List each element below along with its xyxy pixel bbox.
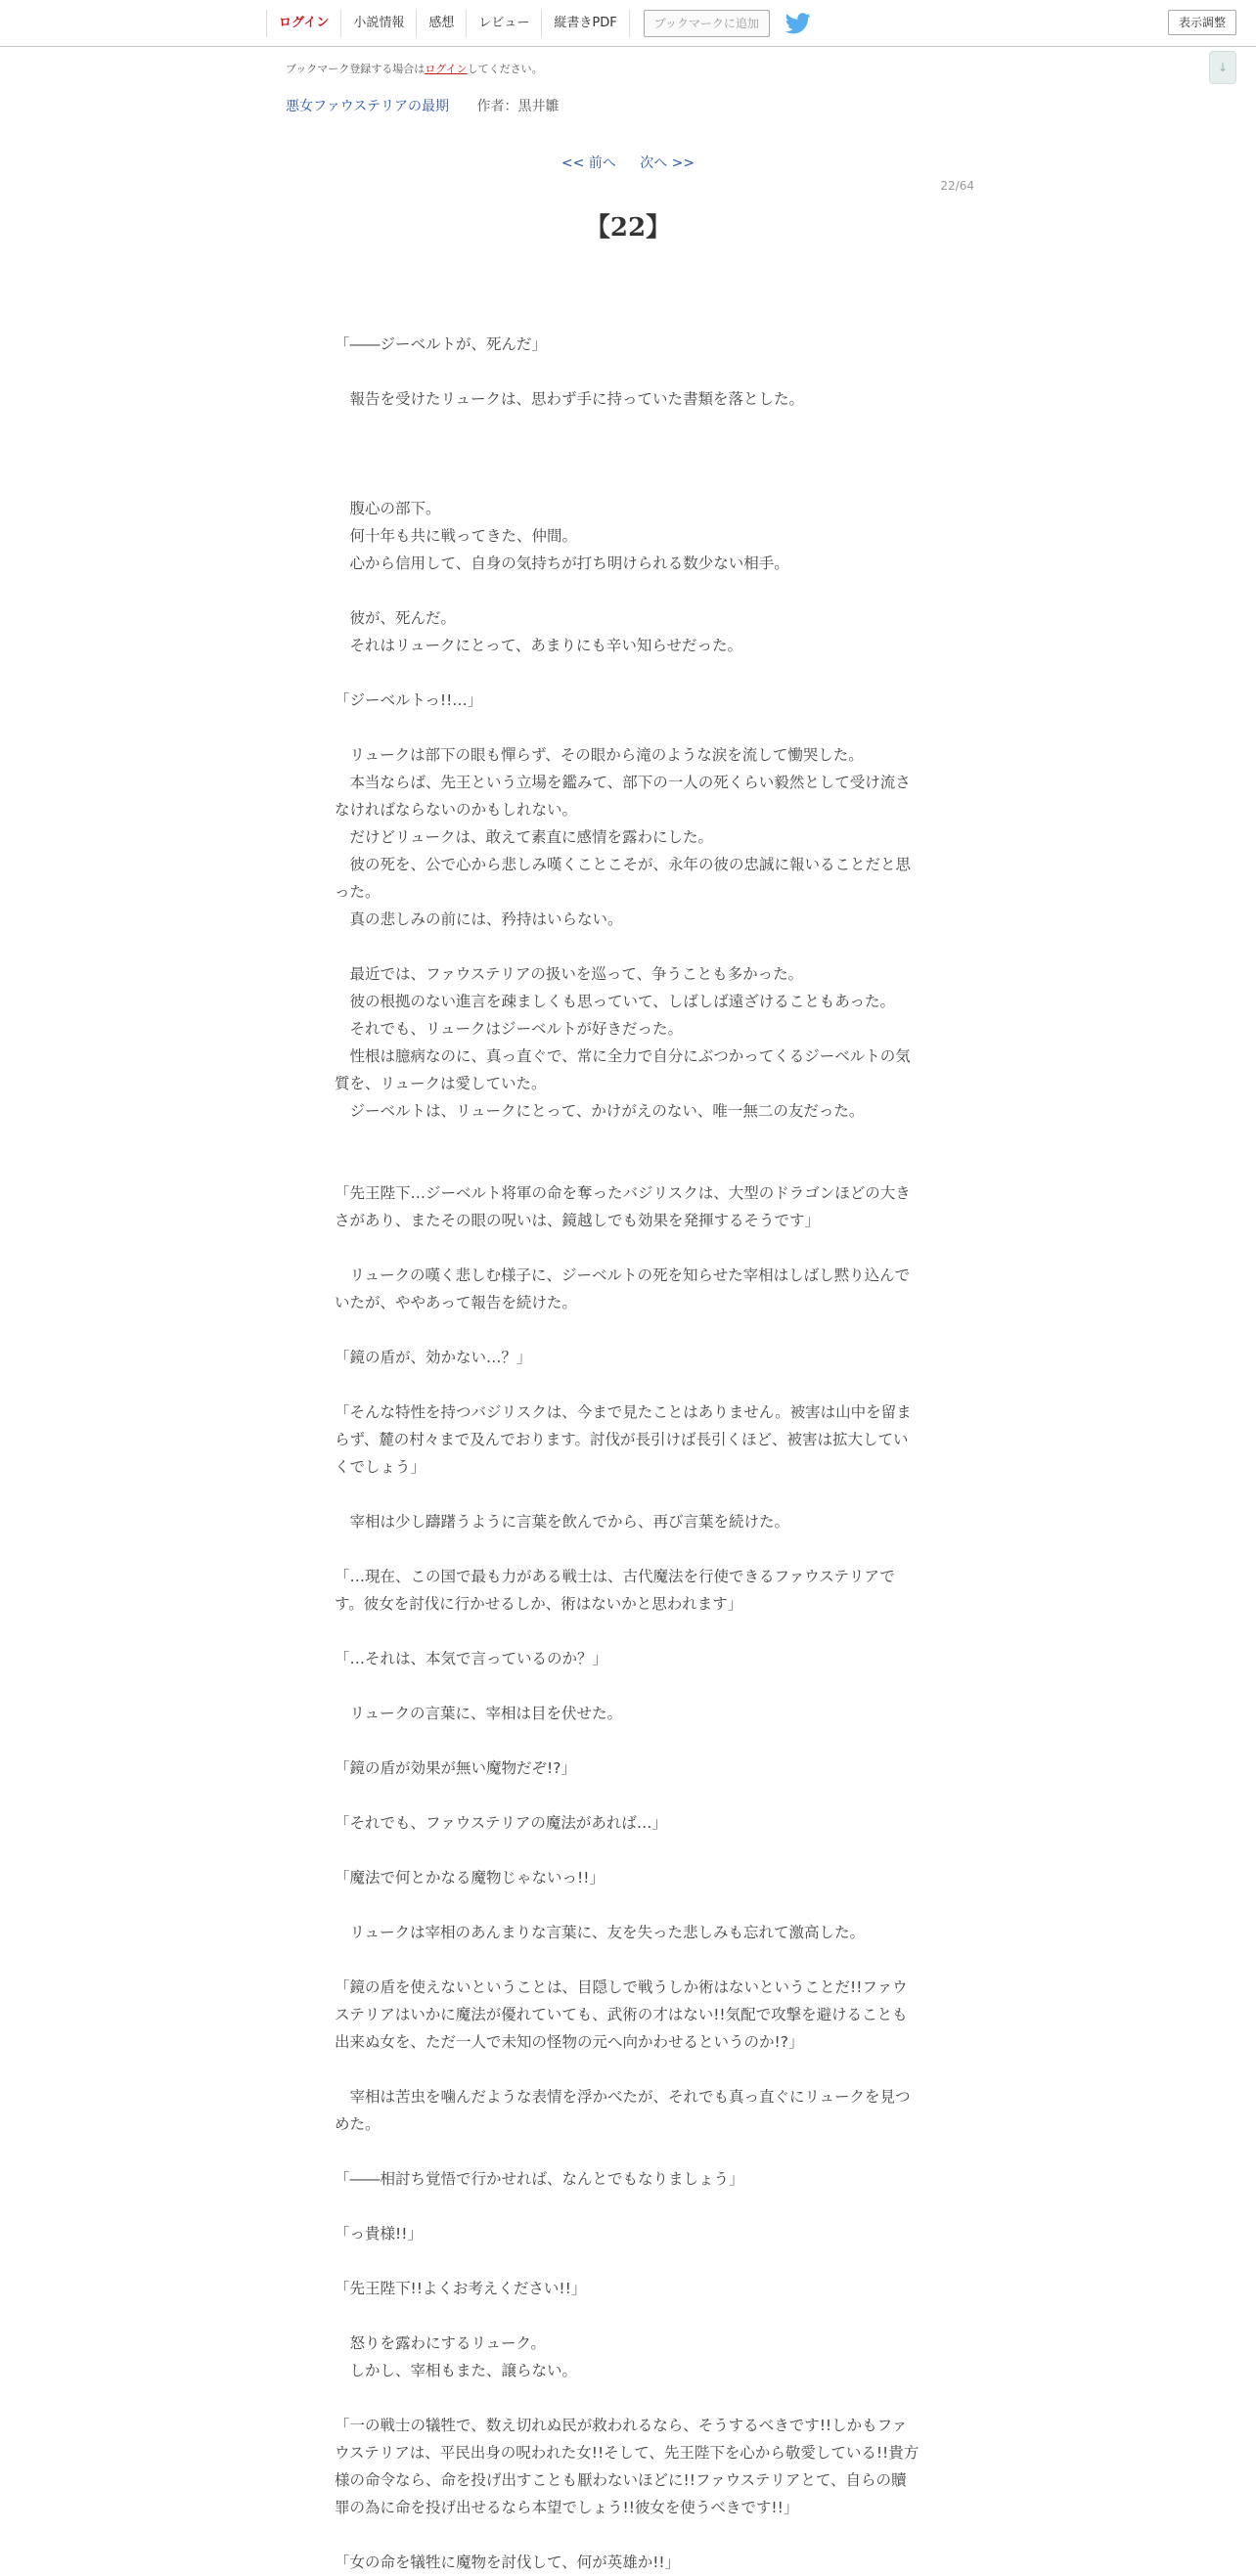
body-paragraph: 怒りを露わにするリューク。 xyxy=(335,2334,546,2352)
login-note-link[interactable]: ログイン xyxy=(425,63,468,75)
chapter-title: 【22】 xyxy=(584,213,672,243)
body-paragraph: 宰相は少し躊躇うように言葉を飲んでから、再び言葉を続けた。 xyxy=(335,1513,790,1531)
body-paragraph xyxy=(335,2138,921,2165)
nav-reviews[interactable]: レビュー xyxy=(467,10,542,37)
body-paragraph xyxy=(335,659,921,687)
nav-login[interactable]: ログイン xyxy=(266,10,341,37)
body-paragraph: 「鏡の盾を使えないということは、目隠しで戦うしか術はないということだ!!ファウステリアはいかに魔法が優れていても、武術の才はない!!気配で攻撃を避けることも出来ぬ女を、ただ一人で未知の怪物の元へ向かわせるというのか!?」 xyxy=(335,1978,908,2051)
body-paragraph xyxy=(335,2056,921,2083)
chapter-body xyxy=(335,303,921,2576)
body-paragraph xyxy=(335,1618,921,1645)
body-paragraph: 腹心の部下。 xyxy=(335,500,441,517)
body-paragraph xyxy=(335,2384,921,2412)
body-paragraph: 「…現在、この国で最も力がある戦士は、古代魔法を行使できるファウステリアです。彼女を討伐に行かせるしか、術はないかと思われます」 xyxy=(335,1568,895,1613)
body-paragraph: 真の悲しみの前には、矜持はいらない。 xyxy=(335,910,623,928)
body-paragraph: 何十年も共に戦ってきた、仲間。 xyxy=(335,527,578,545)
login-note-suffix: してください。 xyxy=(467,63,543,75)
body-paragraph xyxy=(335,1481,921,1508)
body-paragraph: 「――ジーベルトが、死んだ」 xyxy=(335,335,548,353)
chapter-pager xyxy=(0,153,1256,172)
body-paragraph: 彼の根拠のない進言を疎ましくも思っていて、しばしば遠ざけることもあった。 xyxy=(335,993,896,1010)
body-paragraph xyxy=(335,1891,921,1919)
main-nav xyxy=(266,10,811,37)
chapter-count: 22/64 xyxy=(940,179,974,193)
body-paragraph: 宰相は苦虫を噛んだような表情を浮かべたが、それでも真っ直ぐにリュークを見つめた。 xyxy=(335,2088,911,2133)
next-chapter-link[interactable]: 次へ >> xyxy=(640,155,695,171)
add-bookmark-button[interactable]: ブックマークに追加 xyxy=(644,10,770,37)
body-paragraph xyxy=(335,1782,921,1809)
body-paragraph xyxy=(335,467,921,495)
body-paragraph xyxy=(335,1234,921,1262)
nav-vertical-pdf[interactable]: 縦書きPDF xyxy=(542,10,629,37)
body-paragraph: リュークは部下の眼も憚らず、その眼から滝のような涙を流して慟哭した。 xyxy=(335,746,864,764)
novel-header xyxy=(286,96,559,115)
body-paragraph xyxy=(335,1837,921,1864)
body-paragraph: 「っ貴様!!」 xyxy=(335,2225,423,2243)
body-paragraph: リュークの言葉に、宰相は目を伏せた。 xyxy=(335,1705,623,1722)
body-paragraph: 「ジーベルトっ!!…」 xyxy=(335,691,483,709)
body-paragraph: 「…それは、本気で言っているのか？」 xyxy=(335,1650,608,1667)
display-settings-button[interactable]: 表示調整 xyxy=(1168,10,1236,35)
body-paragraph xyxy=(335,2193,921,2220)
nav-novel-info[interactable]: 小説情報 xyxy=(341,10,417,37)
body-paragraph xyxy=(335,933,921,960)
body-paragraph: 「鏡の盾が、効かない…？」 xyxy=(335,1349,532,1366)
novel-title-link[interactable]: 悪女ファウステリアの最期 xyxy=(286,99,450,114)
body-paragraph xyxy=(335,413,921,440)
body-paragraph: 最近では、ファウステリアの扱いを巡って、争うことも多かった。 xyxy=(335,965,804,983)
body-paragraph: 彼が、死んだ。 xyxy=(335,609,457,627)
body-paragraph: 「女の命を犠牲に魔物を討伐して、何が英雄か!!」 xyxy=(335,2554,681,2571)
body-paragraph xyxy=(335,1152,921,1179)
body-paragraph: 報告を受けたリュークは、思わず手に持っていた書類を落とした。 xyxy=(335,390,805,408)
body-paragraph xyxy=(335,1316,921,1344)
body-paragraph: それはリュークにとって、あまりにも辛い知らせだった。 xyxy=(335,637,742,654)
body-paragraph: 「一の戦士の犠牲で、数え切れぬ民が救われるなら、そうするべきです!!しかもファウステリアは、平民出身の呪われた女!!そして、先王陛下を心から敬愛している!!貴方様の命令なら、命を投げ出すことも厭わないほどに!!ファウステリアとて、自らの贖罪の為に命を投げ出せるなら本望でしょう!!彼女を使うべきです!!」 xyxy=(335,2417,920,2516)
body-paragraph xyxy=(335,577,921,604)
body-paragraph: ジーベルトは、リュークにとって、かけがえのない、唯一無二の友だった。 xyxy=(335,1102,865,1120)
body-paragraph xyxy=(335,1672,921,1700)
body-paragraph: それでも、リュークはジーベルトが好きだった。 xyxy=(335,1020,684,1038)
body-paragraph: 「そんな特性を持つバジリスクは、今まで見たことはありません。被害は山中を留まらず、麓の村々まで及んでおります。討伐が長引けば長引くほど、被害は拡大していくでしょう」 xyxy=(335,1403,912,1476)
body-paragraph: 本当ならば、先王という立場を鑑みて、部下の一人の死くらい毅然として受け流さなければならないのかもしれない。 xyxy=(335,774,911,819)
body-paragraph xyxy=(335,1946,921,1974)
body-paragraph xyxy=(335,2521,921,2549)
body-paragraph xyxy=(335,1727,921,1754)
body-paragraph xyxy=(335,1535,921,1563)
login-note-prefix: ブックマーク登録する場合は xyxy=(286,63,426,75)
top-navigation-bar xyxy=(0,0,1256,47)
body-paragraph: リュークの嘆く悲しむ様子に、ジーベルトの死を知らせた宰相はしばし黙り込んでいたが、ややあって報告を続けた。 xyxy=(335,1266,911,1311)
author-name: 作者：黒井雛 xyxy=(476,99,560,114)
body-paragraph: 彼の死を、公で心から悲しみ嘆くことこそが、永年の彼の忠誠に報いることだと思った。 xyxy=(335,856,912,901)
body-paragraph xyxy=(335,2247,921,2275)
body-paragraph xyxy=(335,2302,921,2330)
body-paragraph: 「先王陛下…ジーベルト将軍の命を奪ったバジリスクは、大型のドラゴンほどの大きさがあり、またその眼の呪いは、鏡越しでも効果を発揮するそうです」 xyxy=(335,1184,911,1229)
body-paragraph: 「先王陛下!!よくお考えください!!」 xyxy=(335,2280,587,2297)
body-paragraph xyxy=(335,1371,921,1399)
prev-chapter-link[interactable]: << 前へ xyxy=(561,155,616,171)
body-paragraph: 「それでも、ファウステリアの魔法があれば…」 xyxy=(335,1814,667,1832)
body-paragraph xyxy=(335,358,921,385)
body-paragraph: 「鏡の盾が効果が無い魔物だぞ!?」 xyxy=(335,1759,576,1777)
body-paragraph: 心から信用して、自身の気持ちが打ち明けられる数少ない相手。 xyxy=(335,555,789,572)
body-paragraph: 「――相討ち覚悟で行かせれば、なんとでもなりましょう」 xyxy=(335,2170,744,2188)
body-paragraph xyxy=(335,303,921,331)
body-paragraph xyxy=(335,714,921,741)
body-paragraph: 性根は臆病なのに、真っ直ぐで、常に全力で自分にぶつかってくるジーベルトの気質を、リュークは愛していた。 xyxy=(335,1047,911,1092)
body-paragraph: リュークは宰相のあんまりな言葉に、友を失った悲しみも忘れて激高した。 xyxy=(335,1924,866,1941)
nav-impressions[interactable]: 感想 xyxy=(417,10,467,37)
scroll-down-button[interactable]: ↓ xyxy=(1209,51,1236,84)
login-note xyxy=(286,61,543,76)
twitter-icon[interactable] xyxy=(785,13,811,34)
body-paragraph: だけどリュークは、敢えて素直に感情を露わにした。 xyxy=(335,828,714,846)
body-paragraph: しかし、宰相もまた、譲らない。 xyxy=(335,2362,578,2379)
body-paragraph xyxy=(335,1125,921,1152)
body-paragraph: 「魔法で何とかなる魔物じゃないっ!!」 xyxy=(335,1869,605,1887)
body-paragraph xyxy=(335,440,921,467)
